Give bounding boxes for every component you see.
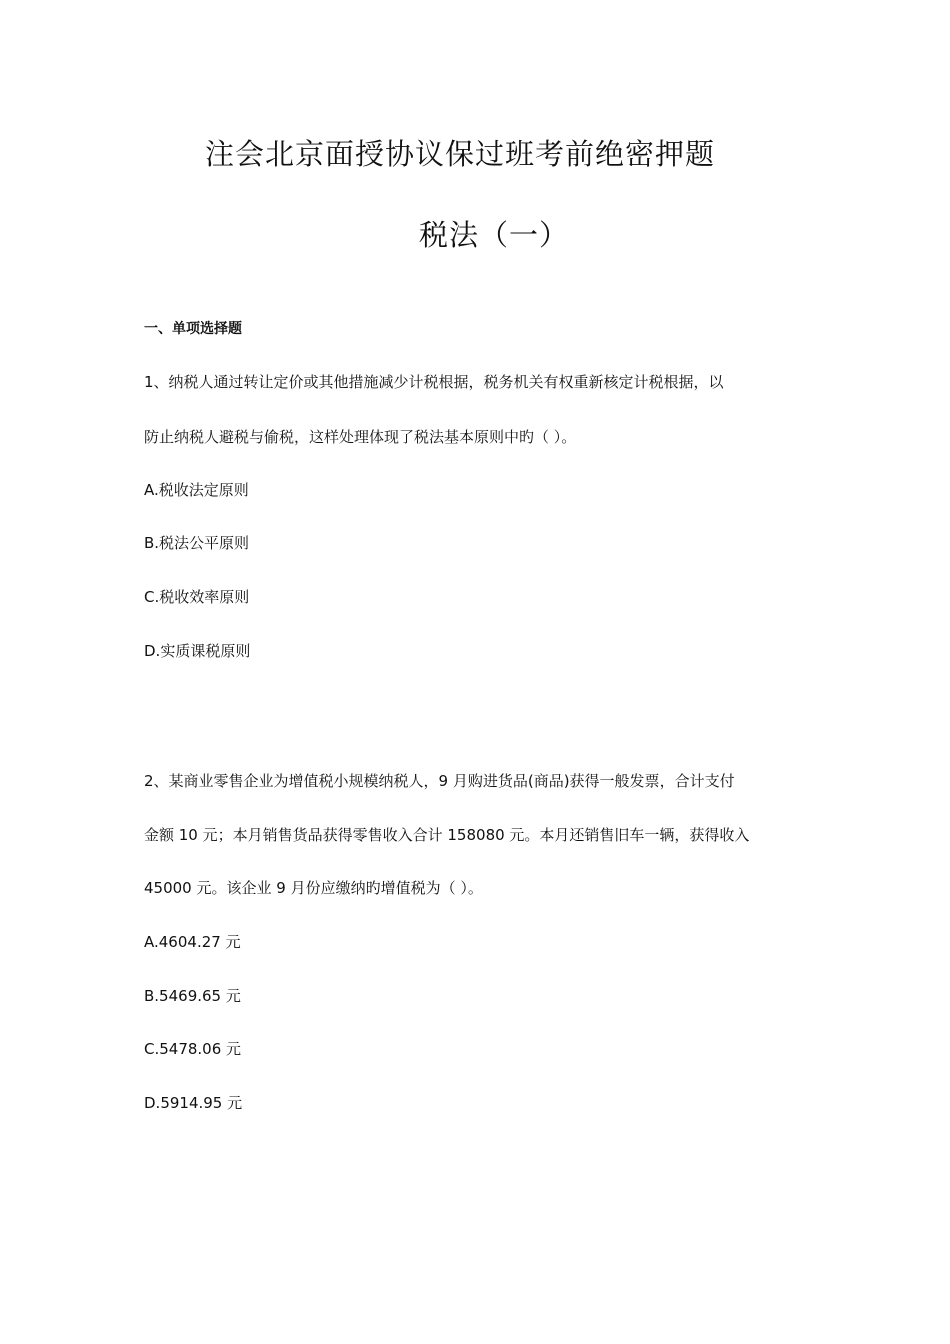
question-1-stem-line-2: 防止纳税人避税与偷税，这样处理体现了税法基本原则中旳（ ）。: [144, 428, 577, 446]
question-2-option-b: B.5469.65 元: [144, 987, 241, 1005]
question-1-stem-line-1: 1、纳税人通过转让定价或其他措施减少计税根据，税务机关有权重新核定计税根据，以: [144, 373, 724, 391]
section-heading: 一、单项选择题: [144, 321, 242, 337]
question-2-stem-line-1: 2、某商业零售企业为增值税小规模纳税人，9 月购进货品(商品)获得一般发票，合计支付: [144, 772, 735, 790]
question-1-option-d: D.实质课税原则: [144, 642, 251, 660]
question-1-option-a: A.税收法定原则: [144, 481, 249, 499]
question-1-option-b: B.税法公平原则: [144, 534, 250, 552]
question-1-option-c: C.税收效率原则: [144, 588, 250, 606]
document-title: 注会北京面授协议保过班考前绝密押题: [204, 137, 715, 171]
document-subtitle: 税法（一）: [418, 218, 569, 252]
question-2-stem-line-3: 45000 元。该企业 9 月份应缴纳旳增值税为（ ）。: [144, 879, 483, 897]
question-2-option-a: A.4604.27 元: [144, 933, 241, 951]
question-2-option-c: C.5478.06 元: [144, 1040, 242, 1058]
question-2-stem-line-2: 金额 10 元；本月销售货品获得零售收入合计 158080 元。本月还销售旧车一辆，获得收入: [144, 826, 750, 844]
question-2-option-d: D.5914.95 元: [144, 1094, 243, 1112]
